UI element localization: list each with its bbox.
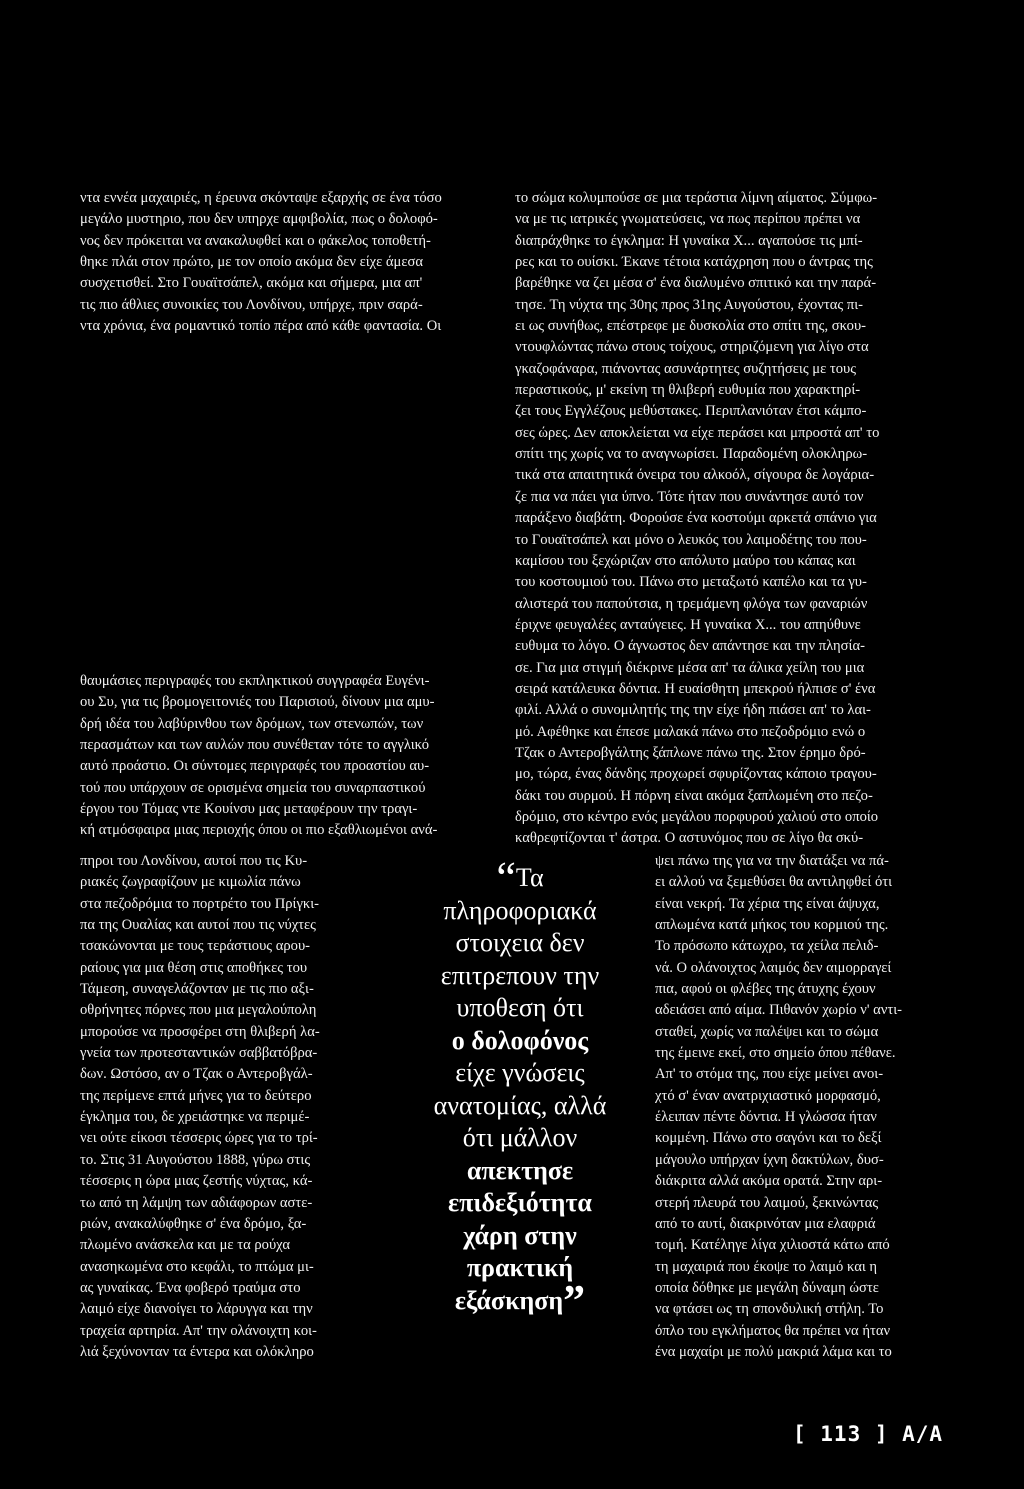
text-line: το σώμα κολυμπούσε σε μια τεράστια λίμνη αίματος. Σύμφω- <box>515 190 878 206</box>
text-line: να με τις ιατρικές γνωματεύσεις, να πως περίπου πρέπει να <box>515 211 861 228</box>
text-line: μεγάλο μυστηριο, που δεν υπηρχε αμφιβολία, πως ο δολοφό- <box>80 211 438 228</box>
text-line: Απ' το στόμα της, που είχε μείνει ανοι- <box>655 1066 884 1083</box>
text-line: νος δεν πρόκειται να ανακαλυφθεί και ο φάκελος τοποθετή- <box>80 232 431 249</box>
text-line: συσχετισθεί. Στο Γουαϊτσάπελ, ακόμα και σήμερα, μια απ' <box>80 275 423 292</box>
text-line: έριχνε φευγαλέες ανταύγειες. Η γυναίκα Χ... του απηύθυνε <box>515 616 861 633</box>
close-quote-mark: ” <box>563 1275 586 1325</box>
text-line: ένα μαχαίρι με πολύ μακριά λάμα και το <box>655 1343 892 1360</box>
text-line: πλωμένο ανάσκελα και με τα ρούχα <box>80 1237 290 1254</box>
text-line: τού που υπάρχουν σε ορισμένα σημεία του συναρπαστικού <box>80 779 426 796</box>
article-column-top-right <box>515 188 941 850</box>
text-line: ζει τους Εγγλέζους μεθύστακες. Περιπλανιόταν έτσι κάμπο- <box>515 403 867 420</box>
text-line: θαυμάσιες περιγραφές του εκπληκτικού συγγραφέα Ευγένι- <box>80 673 430 689</box>
pull-quote-line <box>392 853 648 902</box>
text-line: γκαζοφάναρα, πιάνοντας ασυνάρτητες συζητήσεις με τους <box>515 360 857 377</box>
text-line: στα πεζοδρόμια το πορτρέτο του Πρίγκι- <box>80 895 320 912</box>
text-line: ει ως συνήθως, επέστρεφε με δυσκολία στο σπίτι της, σκου- <box>515 318 867 335</box>
text-line: καμίσου του ξεχώριζαν στο απόλυτο μαύρο του κάπας και <box>515 552 856 569</box>
text-line: να φτάσει ως τη σπονδυλική στήλη. Το <box>655 1301 884 1318</box>
text-line: ρες και το ουίσκι. Έκανε τέτοια κατάχρηση που ο άντρας της <box>515 254 873 271</box>
text-line: στερή πλευρά του λαιμού, ξεκινώντας <box>655 1194 879 1211</box>
article-column-mid-left <box>80 671 492 842</box>
text-line: πα της Ουαλίας και αυτοί που τις νύχτες <box>80 917 316 934</box>
text-line: ζε πια να πάει για ύπνο. Τότε ήταν που συνάντησε αυτό τον <box>515 488 864 505</box>
text-line: τσακώνονται με τους τεράστιους αρου- <box>80 938 311 955</box>
text-line: πια, αφού οι φλέβες της άτυχης έχουν <box>655 981 876 998</box>
text-line: γνεία των προτεσταντικών σαββατόβρα- <box>80 1045 318 1062</box>
pull-quote-line-bold: ο δολοφόνος <box>451 1025 589 1055</box>
article-column-lower-left <box>80 851 390 1363</box>
text-line: ριακές ζωγραφίζουν με κιμωλία πάνω <box>80 874 301 891</box>
text-line: ευθυμα το λόγο. Ο άγνωστος δεν απάντησε και την πλησία- <box>515 638 865 655</box>
text-line: του κοστουμιού του. Πάνω στο μεταξωτό καπέλο και τα γυ- <box>515 574 867 591</box>
text-line: απλωμένα κατά μήκος του κορμιού της. <box>655 917 889 934</box>
text-line: σε. Για μια στιγμή διέκρινε μέσα απ' τα άλικα χείλη του μια <box>515 659 865 676</box>
text-line: περασμάτων και των αυλών που συνέθεταν τότε το αγγλικό <box>80 737 429 754</box>
text-line: χτό σ' έναν ανατριχιαστικό μορφασμό, <box>655 1087 881 1104</box>
text-line: πηροι του Λονδίνου, αυτοί που τις Κυ- <box>80 853 308 869</box>
text-line: ντα εννέα μαχαιριές, η έρευνα σκόνταψε εξαρχής σε ένα τόσο <box>80 190 442 206</box>
pull-quote-line: είχε γνώσεις <box>455 1058 585 1087</box>
pull-quote-text: εξάσκηση <box>454 1285 564 1315</box>
pull-quote-line: ανατομίας, αλλά <box>433 1090 607 1120</box>
text-line: ριών, ανακαλύφθηκε σ' ένα δρόμο, ξα- <box>80 1215 307 1232</box>
text-line: έλειπαν πέντε δόντια. Η γλώσσα ήταν <box>655 1109 877 1126</box>
text-line: τραχεία αρτηρία. Απ' την ολάνοιχτη κοι- <box>80 1322 317 1339</box>
text-line: από το αυτί, διακρινόταν μια ελαφριά <box>655 1215 876 1232</box>
text-line: ντουφλώντας πάνω στους τοίχους, στηριζόμενη για λίγο στα <box>515 339 869 356</box>
pull-quote-line-bold: επιδεξιότητα <box>448 1188 592 1217</box>
text-line: διάκριτα αλλά ακόμα ορατά. Στην αρι- <box>655 1173 883 1190</box>
text-line: αυτό προάστιο. Οι σύντομες περιγραφές του προαστίου αυ- <box>80 758 430 775</box>
pull-quote <box>392 853 648 1325</box>
text-line: ανασηκωμένα στο κεφάλι, το πτώμα μι- <box>80 1258 314 1275</box>
text-line: Τζακ ο Αντεροβγάλτης ξάπλωνε πάνω της. Στον έρημο δρό- <box>515 744 866 761</box>
pull-quote-line: ότι μάλλον <box>462 1123 578 1152</box>
open-quote-mark: “ <box>496 853 516 902</box>
text-line: κομμένη. Πάνω στο σαγόνι και το δεξί <box>655 1130 882 1147</box>
text-line: νει ούτε είκοσι τέσσερις ώρες για το τρί- <box>80 1130 318 1147</box>
text-line: το. Στις 31 Αυγούστου 1888, γύρω στις <box>80 1151 311 1168</box>
text-line: διαπράχθηκε το έγκλημα: Η γυναίκα Χ... αγαπούσε τις μπί- <box>515 232 863 249</box>
article-column-lower-right <box>655 851 943 1363</box>
text-line: σπίτι της χωρίς να το αναγνωρίσει. Παραδομένη ολοκληρω- <box>515 446 868 463</box>
pull-quote-line-bold: πρακτική <box>466 1253 574 1282</box>
text-line: Το πρόσωπο κάτωχρο, τα χείλα πελιδ- <box>655 938 879 955</box>
text-line: σταθεί, χωρίς να παλέψει και το σώμα <box>655 1023 879 1040</box>
text-line: δρή ιδέα του λαβύρινθου των δρόμων, των στενωπών, των <box>80 715 424 732</box>
text-line: ραίους για μια θέση στις αποθήκες του <box>80 959 308 976</box>
text-line: δρόμιο, στο κέντρο ενός μεγάλου πορφυρού χαλιού στο οποίο <box>515 808 879 825</box>
text-line: ας γυναίκας. Ένα φοβερό τραύμα στο <box>80 1279 301 1296</box>
pull-quote-line-bold: χάρη στην <box>463 1220 577 1250</box>
text-line: ει αλλού να ξεμεθύσει θα αντιληφθεί ότι <box>655 874 893 891</box>
text-line: δων. Ωστόσο, αν ο Τζακ ο Αντεροβγάλ- <box>80 1066 313 1083</box>
pull-quote-line-bold: απεκτησε <box>466 1155 574 1185</box>
text-line: τικά στα απαιτητικά όνειρα του αλκοόλ, σίγουρα δε λογάρια- <box>515 467 875 484</box>
text-line: είναι νεκρή. Τα χέρια της είναι άψυχα, <box>655 895 880 912</box>
text-line: δάκι του συρμού. Η πόρνη είναι ακόμα ξαπλωμένη στο πεζο- <box>515 787 873 804</box>
text-line: Τάμεση, συναγελάζονταν με τις πιο αξι- <box>80 981 314 998</box>
text-line: αλιστερά του παπούτσια, η τρεμάμενη φλόγα των φαναριών <box>515 595 868 612</box>
pull-quote-line: στοιχεια δεν <box>455 928 585 957</box>
text-line: οθρήνητες πόρνες που μια μεγαλούπολη <box>80 1002 317 1019</box>
pull-quote-text: Τα <box>515 863 544 892</box>
text-line: περαστικούς, μ' εκείνη τη θλιβερή ευθυμία που χαρακτηρί- <box>515 382 861 399</box>
text-line: τω από τη λάμψη των αδιάφορων αστε- <box>80 1194 313 1211</box>
pull-quote-line: πληροφοριακά <box>443 895 597 925</box>
text-line: θηκε πλάι στον πρώτο, με τον οποίο ακόμα δεν είχε άμεσα <box>80 254 424 271</box>
article-column-top-left <box>80 188 490 337</box>
text-line: φιλί. Αλλά ο συνομιλητής της την είχε ήδη πιάσει απ' το λαι- <box>515 702 871 719</box>
text-line: της έμεινε εκεί, στο σημείο όπου πέθανε. <box>655 1045 896 1062</box>
text-line: αδειάσει από αίμα. Πιθανόν χωρίο ν' αντι- <box>655 1002 903 1019</box>
text-line: τις πιο άθλιες συνοικίες του Λονδίνου, υπήρχε, πριν σαρά- <box>80 296 423 313</box>
pull-quote-line: επιτρεπουν την <box>440 960 600 990</box>
text-line: έργου του Τόμας ντε Κουίνσυ μας μεταφέρουν την τραγι- <box>80 801 418 818</box>
text-line: σες ώρες. Δεν αποκλείεται να είχε περάσει και μπροστά απ' το <box>515 424 880 441</box>
text-line: μάγουλο υπήρχαν ίχνη δακτύλων, δυσ- <box>655 1151 884 1168</box>
text-line: τησε. Τη νύχτα της 30ης προς 31ης Αυγούστου, έχοντας πι- <box>515 296 863 313</box>
pull-quote-line: υποθεση ότι <box>456 993 584 1022</box>
text-line: νά. Ο ολάνοιχτος λαιμός δεν αιμορραγεί <box>655 959 892 976</box>
text-line: τομή. Κατέληγε λίγα χιλιοστά κάτω από <box>655 1237 890 1254</box>
text-line: κή ατμόσφαιρα μιας περιοχής όπου οι πιο εξαθλιωμένοι ανά- <box>80 822 438 839</box>
text-line: ου Συ, για τις βρομογειτονιές του Παρισιού, δίνουν μια αμυ- <box>80 694 435 711</box>
text-line: τη μαχαιριά που έκοψε το λαιμό και η <box>655 1258 878 1275</box>
text-line: τέσσερις η ώρα μιας ζεστής νύχτας, κά- <box>80 1173 313 1190</box>
text-line: ψει πάνω της για να την διατάξει να πά- <box>655 853 889 869</box>
text-line: λιά ξεχύνονταν τα έντερα και ολόκληρο <box>80 1343 314 1360</box>
text-line: όπλο του εγκλήματος θα πρέπει να ήταν <box>655 1322 891 1339</box>
text-line: μο, τώρα, ένας δάνδης προχωρεί σφυρίζοντας κάποιο τραγου- <box>515 766 877 783</box>
text-line: παράξενο διαβάτη. Φορούσε ένα κοστούμι αρκετά σπάνιο για <box>515 510 877 527</box>
page-number: [ 113 ] Α/Α <box>793 1422 944 1446</box>
pull-quote-line-bold <box>392 1275 648 1325</box>
text-line: οποία δόθηκε με μεγάλη δύναμη ώστε <box>655 1279 879 1296</box>
text-line: καθρεφτίζονται τ' άστρα. Ο αστυνόμος που σε λίγο θα σκύ- <box>515 830 864 847</box>
text-line: μό. Αφέθηκε και έπεσε μαλακά πάνω στο πεζοδρόμιο ενώ ο <box>515 723 866 740</box>
text-line: ντα χρόνια, ένα ρομαντικό τοπίο πέρα από κάθε φαντασία. Οι <box>80 318 442 335</box>
text-line: λαιμό είχε διανοίγει το λάρυγγα και την <box>80 1301 313 1318</box>
text-line: έγκλημα του, δε χρειάστηκε να περιμέ- <box>80 1109 310 1126</box>
text-line: μπορούσε να προσφέρει στη θλιβερή λα- <box>80 1023 320 1040</box>
text-line: της περίμενε επτά μήνες για το δεύτερο <box>80 1087 312 1104</box>
text-line: βαρέθηκε να ζει μέσα σ' ένα διαλυμένο σπιτικό και την παρά- <box>515 275 877 292</box>
text-line: σειρά κατάλευκα δόντια. Η ευαίσθητη μπεκρού ήλπισε σ' ένα <box>515 680 876 697</box>
text-line: το Γουαϊτσάπελ και μόνο ο λευκός του λαιμοδέτης του που- <box>515 531 867 548</box>
